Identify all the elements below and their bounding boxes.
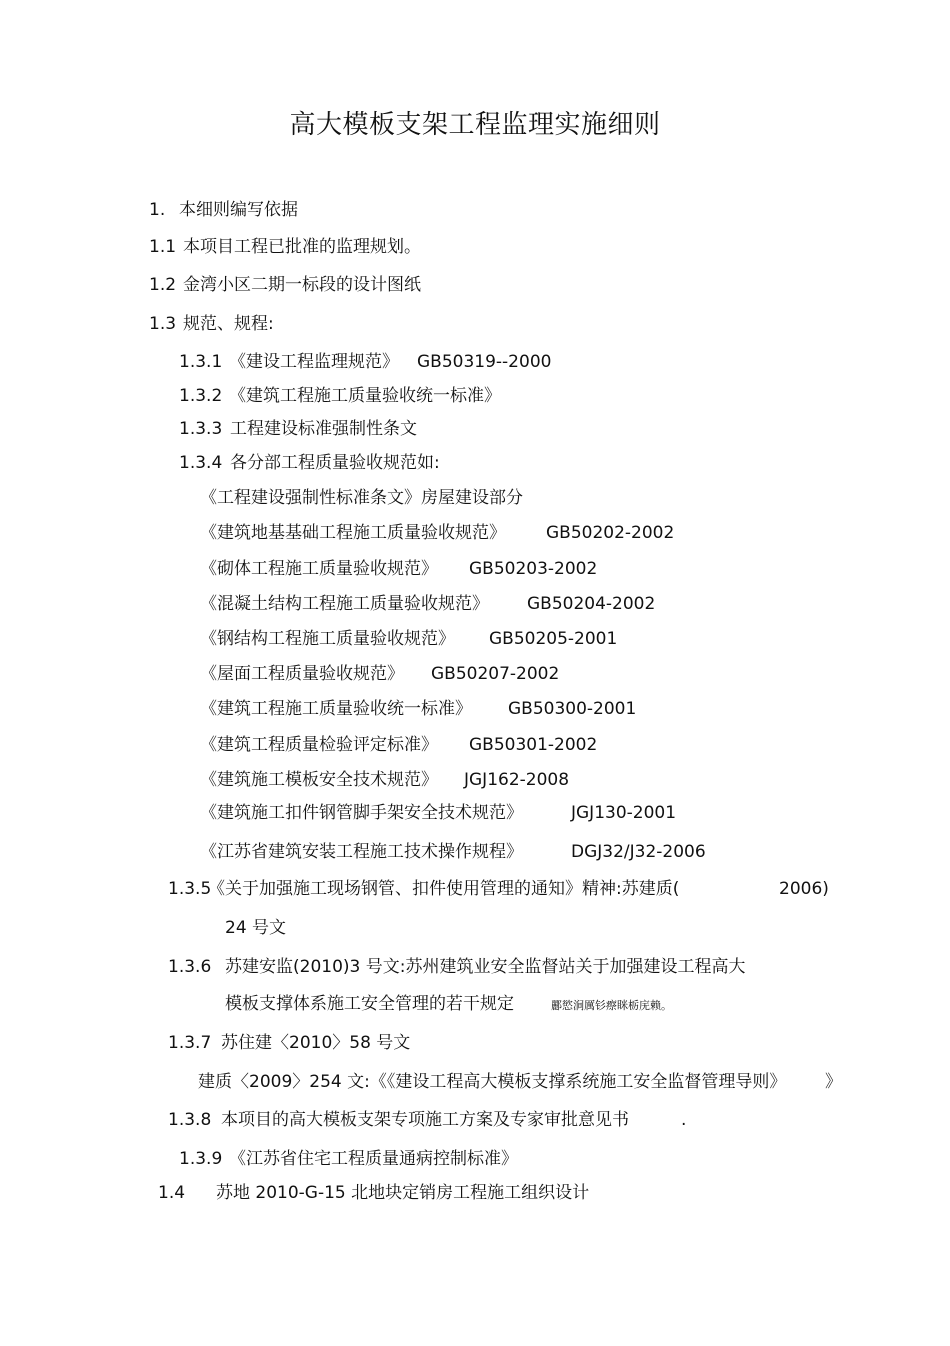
jianzhi-2009 <box>198 1071 842 1093</box>
section-1-3-8 <box>168 1109 686 1131</box>
standard-title: 《建筑工程质量检验评定标准》 <box>200 735 438 755</box>
standard-title: 《混凝土结构工程施工质量验收规范》 <box>200 594 489 614</box>
section-1-3-9 <box>179 1148 518 1170</box>
standard-title: 《屋面工程质量验收规范》 <box>200 664 404 684</box>
section-1-4 <box>158 1182 589 1204</box>
section-number: 1.3.3 <box>179 419 223 439</box>
standard-item <box>200 769 569 791</box>
section-1-3-2 <box>179 385 501 407</box>
section-1-3 <box>149 313 274 335</box>
standard-code: GB50205-2001 <box>489 629 618 649</box>
section-number: 1. <box>149 200 166 220</box>
section-text: 规范、规程: <box>183 314 274 334</box>
standard-title: 《建筑工程施工质量验收统一标准》 <box>200 699 472 719</box>
section-number: 1.4 <box>158 1183 186 1203</box>
section-text: 本项目工程已批准的监理规划。 <box>183 237 421 257</box>
standard-title: 《工程建设强制性标准条文》房屋建设部分 <box>200 488 523 508</box>
standard-item <box>200 487 523 509</box>
section-text: 苏建安监(2010)3 号文:苏州建筑业安全监督站关于加强建设工程高大 <box>225 957 746 977</box>
section-number: 1.3.9 <box>179 1149 223 1169</box>
section-text: 工程建设标准强制性条文 <box>230 419 417 439</box>
section-number: 1.3.2 <box>179 386 223 406</box>
section-text: 《建筑工程施工质量验收统一标准》 <box>229 386 501 406</box>
section-text: 苏住建〈2010〉58 号文 <box>221 1033 411 1053</box>
section-text: 模板支撑体系施工安全管理的若干规定 <box>225 994 514 1014</box>
standard-item <box>200 522 674 544</box>
section-1-3-7 <box>168 1032 410 1054</box>
standard-item <box>200 841 706 863</box>
standard-item <box>200 593 655 615</box>
section-text: 各分部工程质量验收规范如: <box>230 453 440 473</box>
standard-title: 《建筑地基基础工程施工质量验收规范》 <box>200 523 506 543</box>
section-text: 24 号文 <box>225 918 287 938</box>
standard-item <box>200 628 617 650</box>
document-title: 高大模板支架工程监理实施细则 <box>289 110 661 140</box>
section-1-3-1 <box>179 351 551 373</box>
standard-code: GB50207-2002 <box>431 664 560 684</box>
section-number: 1.3 <box>149 314 177 334</box>
standard-code: JGJ162-2008 <box>464 770 570 790</box>
standard-title: 《江苏省建筑安装工程施工技术操作规程》 <box>200 842 523 862</box>
garbled-text: 酈慾涧厲钐瘵眯栃庑赖。 <box>551 999 672 1012</box>
section-text: 本细则编写依据 <box>179 200 298 220</box>
standard-item <box>200 663 559 685</box>
section-number: 1.3.5 <box>168 879 212 899</box>
standard-code: GB50204-2002 <box>527 594 656 614</box>
section-number: 1.1 <box>149 237 177 257</box>
standard-code: GB50301-2002 <box>469 735 598 755</box>
section-1-3-5-cont <box>225 917 286 939</box>
section-text: 《关于加强施工现场钢管、扣件使用管理的通知》精神:苏建质( <box>208 879 680 899</box>
standard-title: 《建筑施工模板安全技术规范》 <box>200 770 438 790</box>
standard-title: 《钢结构工程施工质量验收规范》 <box>200 629 455 649</box>
section-1-3-3 <box>179 418 417 440</box>
section-text: 建质〈2009〉254 文:《《建设工程高大模板支撑系统施工安全监督管理导则》 <box>198 1072 787 1092</box>
standard-item <box>200 802 676 824</box>
section-1-3-6-cont <box>225 993 672 1017</box>
document-year: 2006) <box>779 879 829 899</box>
section-text: 本项目的高大模板支架专项施工方案及专家审批意见书 <box>221 1110 629 1130</box>
section-text: 金湾小区二期一标段的设计图纸 <box>183 275 421 295</box>
standard-item <box>200 734 597 756</box>
section-1-3-4 <box>179 452 440 474</box>
standard-title: 《砌体工程施工质量验收规范》 <box>200 559 438 579</box>
section-number: 1.2 <box>149 275 177 295</box>
section-1 <box>149 199 298 221</box>
standard-code: GB50202-2002 <box>546 523 675 543</box>
closing-bracket: 》 <box>825 1072 842 1092</box>
section-number: 1.3.1 <box>179 352 223 372</box>
standard-code: GB50300-2001 <box>508 699 637 719</box>
section-text: 《江苏省住宅工程质量通病控制标准》 <box>229 1149 518 1169</box>
standard-code: GB50203-2002 <box>469 559 598 579</box>
standard-code: JGJ130-2001 <box>571 803 677 823</box>
section-number: 1.3.6 <box>168 957 212 977</box>
section-text: 《建设工程监理规范》 <box>229 352 399 372</box>
standard-code: GB50319--2000 <box>417 352 552 372</box>
section-number: 1.3.4 <box>179 453 223 473</box>
section-1-1 <box>149 236 421 258</box>
section-number: 1.3.7 <box>168 1033 212 1053</box>
trailing-dot: . <box>681 1110 687 1130</box>
section-1-3-5 <box>168 878 829 900</box>
section-number: 1.3.8 <box>168 1110 212 1130</box>
standard-item <box>200 698 636 720</box>
section-1-3-6 <box>168 956 745 978</box>
standard-code: DGJ32/J32-2006 <box>571 842 706 862</box>
section-text: 苏地 2010-G-15 北地块定销房工程施工组织设计 <box>216 1183 590 1203</box>
standard-title: 《建筑施工扣件钢管脚手架安全技术规范》 <box>200 803 523 823</box>
standard-item <box>200 558 597 580</box>
section-1-2 <box>149 274 421 296</box>
